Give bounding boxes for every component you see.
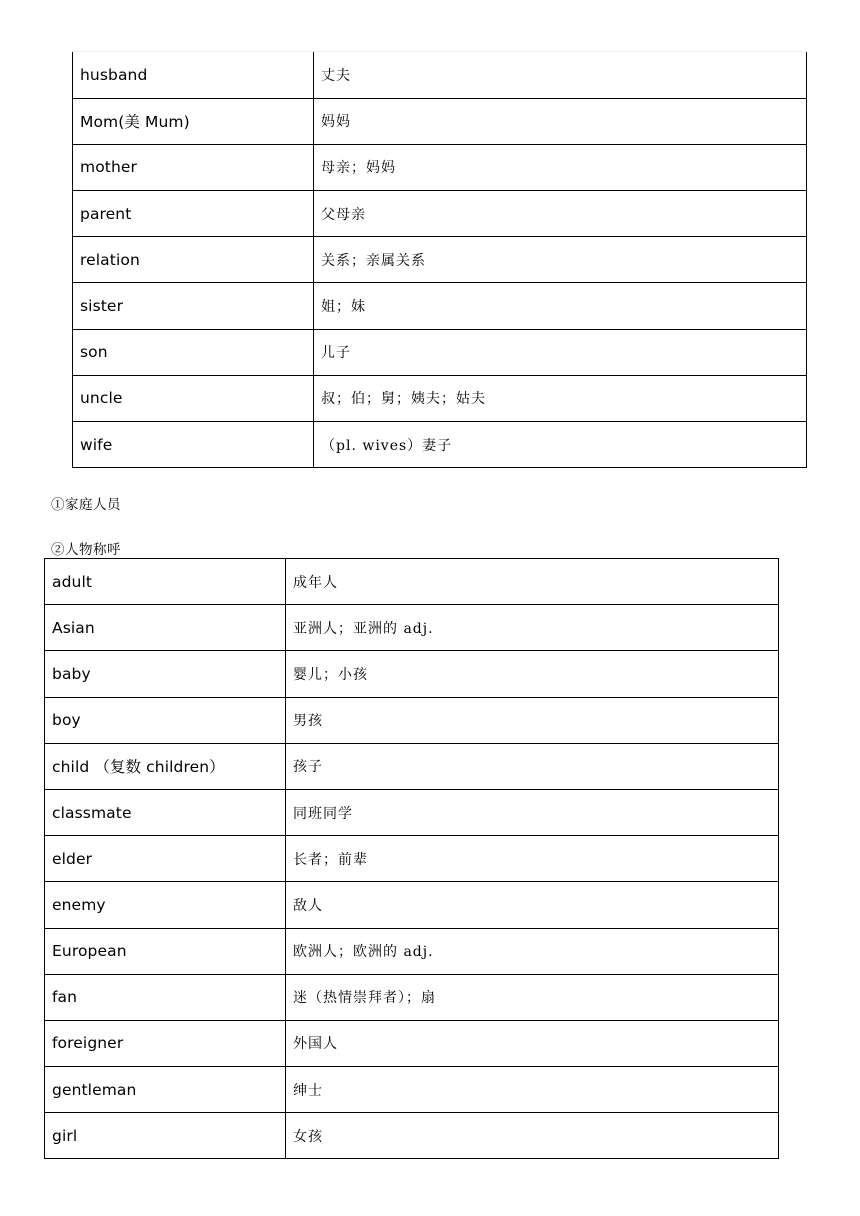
people-vocab-table bbox=[44, 558, 779, 1159]
meaning-cell: 绅士 bbox=[286, 1067, 779, 1113]
table-row bbox=[73, 98, 807, 144]
table-row bbox=[45, 743, 779, 789]
word-cell: classmate bbox=[45, 789, 286, 835]
section-label-person-titles: ②人物称呼 bbox=[51, 542, 121, 558]
table-row bbox=[45, 928, 779, 974]
meaning-cell: 叔；伯；舅；姨夫；姑夫 bbox=[314, 375, 807, 421]
word-cell: European bbox=[45, 928, 286, 974]
table-row bbox=[73, 144, 807, 190]
table-row bbox=[73, 375, 807, 421]
word-cell: fan bbox=[45, 974, 286, 1020]
meaning-cell: 孩子 bbox=[286, 743, 779, 789]
meaning-cell: 亚洲人；亚洲的 adj. bbox=[286, 605, 779, 651]
word-cell: elder bbox=[45, 836, 286, 882]
word-cell: Asian bbox=[45, 605, 286, 651]
meaning-cell: 母亲；妈妈 bbox=[314, 144, 807, 190]
table-row bbox=[45, 559, 779, 605]
table-row bbox=[45, 651, 779, 697]
table-row bbox=[45, 1113, 779, 1159]
word-cell: adult bbox=[45, 559, 286, 605]
section-label-family-members: ①家庭人员 bbox=[51, 497, 121, 513]
table-row bbox=[73, 329, 807, 375]
word-cell: uncle bbox=[73, 375, 314, 421]
meaning-cell: 姐；妹 bbox=[314, 283, 807, 329]
word-cell: child （复数 children） bbox=[45, 743, 286, 789]
meaning-cell: 长者；前辈 bbox=[286, 836, 779, 882]
table-row bbox=[45, 1067, 779, 1113]
word-cell: boy bbox=[45, 697, 286, 743]
meaning-cell: 丈夫 bbox=[314, 52, 807, 98]
word-cell: relation bbox=[73, 237, 314, 283]
meaning-cell: 儿子 bbox=[314, 329, 807, 375]
table-row bbox=[45, 789, 779, 835]
table-row bbox=[45, 974, 779, 1020]
word-cell: Mom(美 Mum) bbox=[73, 98, 314, 144]
table-row bbox=[73, 52, 807, 98]
family-vocab-table bbox=[72, 52, 807, 468]
meaning-cell: 外国人 bbox=[286, 1020, 779, 1066]
meaning-cell: 关系；亲属关系 bbox=[314, 237, 807, 283]
meaning-cell: 婴儿；小孩 bbox=[286, 651, 779, 697]
word-cell: husband bbox=[73, 52, 314, 98]
word-cell: mother bbox=[73, 144, 314, 190]
table-row bbox=[73, 191, 807, 237]
table-row bbox=[45, 1020, 779, 1066]
word-cell: parent bbox=[73, 191, 314, 237]
meaning-cell: 父母亲 bbox=[314, 191, 807, 237]
meaning-cell: 男孩 bbox=[286, 697, 779, 743]
meaning-cell: （pl. wives）妻子 bbox=[314, 422, 807, 468]
word-cell: gentleman bbox=[45, 1067, 286, 1113]
word-cell: foreigner bbox=[45, 1020, 286, 1066]
meaning-cell: 迷（热情崇拜者）；扇 bbox=[286, 974, 779, 1020]
word-cell: wife bbox=[73, 422, 314, 468]
word-cell: enemy bbox=[45, 882, 286, 928]
word-cell: sister bbox=[73, 283, 314, 329]
table-row bbox=[73, 422, 807, 468]
meaning-cell: 成年人 bbox=[286, 559, 779, 605]
word-cell: baby bbox=[45, 651, 286, 697]
table-row bbox=[45, 697, 779, 743]
meaning-cell: 女孩 bbox=[286, 1113, 779, 1159]
word-cell: girl bbox=[45, 1113, 286, 1159]
meaning-cell: 妈妈 bbox=[314, 98, 807, 144]
meaning-cell: 欧洲人；欧洲的 adj. bbox=[286, 928, 779, 974]
meaning-cell: 敌人 bbox=[286, 882, 779, 928]
table-row bbox=[73, 237, 807, 283]
word-cell: son bbox=[73, 329, 314, 375]
table-row bbox=[45, 605, 779, 651]
meaning-cell: 同班同学 bbox=[286, 789, 779, 835]
table-row bbox=[45, 882, 779, 928]
table-row bbox=[73, 283, 807, 329]
table-row bbox=[45, 836, 779, 882]
